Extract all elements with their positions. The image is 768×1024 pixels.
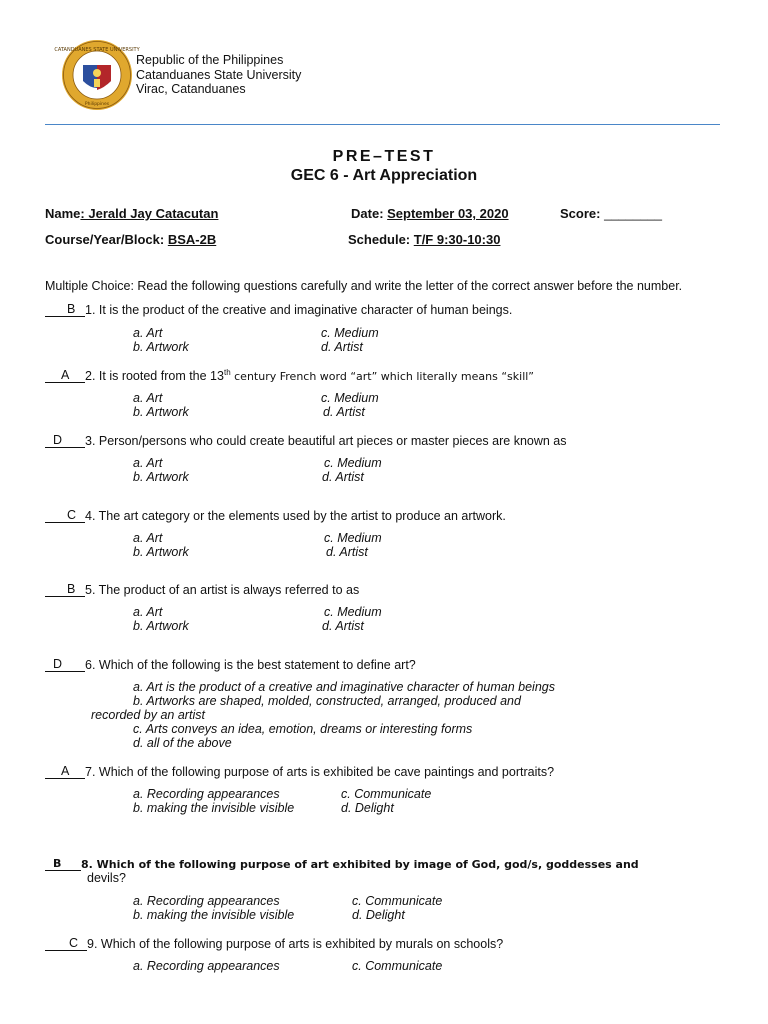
question-text: 6. Which of the following is the best statement to define art? [85,658,416,672]
course-field: Course/Year/Block: BSA-2B [45,232,217,247]
date-value: September 03, 2020 [387,206,509,221]
option-d: d. Artist [321,340,363,354]
schedule-value: T/F 9:30-10:30 [413,232,501,247]
header-divider [45,124,720,125]
option-b: b. Artwork [133,470,189,484]
option-c: c. Medium [324,531,382,545]
question-text: 5. The product of an artist is always referred to as [85,583,360,597]
option-b: b. making the invisible visible [133,801,295,815]
option-c: c. Medium [321,326,379,340]
question-7 [45,764,554,779]
score-label: Score [560,206,597,221]
question-text-cont: century French word “art” which literally means “skill” [230,370,535,384]
answer-blank [45,857,81,871]
option-c: c. Medium [324,456,382,470]
option-a: a. Art [133,456,163,470]
question-4 [45,508,506,523]
question-8-cont: devils? [87,871,126,885]
instructions: Multiple Choice: Read the following questions carefully and write the letter of the correct answer before the number. [45,279,683,293]
option-c: c. Medium [324,605,382,619]
answer-blank [45,368,85,383]
answer-letter: A [61,764,70,778]
question-6 [45,657,416,672]
question-text: 3. Person/persons who could create beautiful art pieces or master pieces are known as [85,434,567,448]
answer-letter: C [67,508,77,522]
option-a: a. Art [133,326,163,340]
option-c: c. Communicate [341,787,432,801]
option-a: a. Art [133,531,163,545]
header-line-university: Catanduanes State University [136,67,302,82]
option-d: d. Artist [326,545,368,559]
option-b: b. Artworks are shaped, molded, constructed, arranged, produced and [133,694,521,708]
question-text: 8. Which of the following purpose of art exhibited by image of God, god/s, goddesses and [81,858,639,871]
schedule-field [348,232,500,247]
header-line-republic: Republic of the Philippines [136,53,284,67]
name-label: Name [45,206,81,221]
page-title: PRE–TEST [332,148,436,165]
header-line-location: Virac, Catanduanes [136,82,246,96]
question-text: 1. It is the product of the creative and imaginative character of human beings. [85,303,513,317]
name-field [45,206,218,221]
answer-blank [45,936,87,951]
university-seal [54,39,140,111]
answer-blank [45,433,85,448]
course-label: Course/Year/Block [45,232,160,247]
seal-subtext: Philippines [84,102,110,107]
score-field: Score: ________ [560,206,662,221]
option-b: b. Artwork [133,340,189,354]
option-d: d. Delight [341,801,394,815]
answer-letter: B [67,302,76,316]
option-a: a. Art [133,605,163,619]
answer-blank [45,508,85,523]
answer-blank [45,764,85,779]
question-9 [45,936,503,951]
option-a: a. Art is the product of a creative and imaginative character of human beings [133,680,555,694]
option-b: b. Artwork [133,545,189,559]
question-text: 7. Which of the following purpose of arts is exhibited be cave paintings and portraits? [85,765,555,779]
option-a: a. Recording appearances [133,787,280,801]
question-2 [45,368,534,383]
option-d: d. Artist [322,470,364,484]
answer-blank [45,302,85,317]
answer-blank [45,582,85,597]
question-8 [45,857,639,871]
option-a: a. Art [133,391,163,405]
institution-header [136,53,301,97]
option-d: d. Delight [352,908,405,922]
option-a: a. Recording appearances [133,959,280,973]
date-label: Date [351,206,380,221]
date-field: Date: September 03, 2020 [351,206,509,221]
answer-letter: C [69,936,79,950]
question-text: 9. Which of the following purpose of arts is exhibited by murals on schools? [87,937,504,951]
option-b: b. making the invisible visible [133,908,295,922]
schedule-label: Schedule: [348,232,411,247]
option-a: a. Recording appearances [133,894,280,908]
answer-letter: B [53,857,62,870]
course-value: BSA-2B [167,232,217,247]
name-value: : Jerald Jay Catacutan [80,206,219,221]
question-1 [45,302,512,317]
answer-letter: D [53,433,63,447]
option-c: c. Arts conveys an idea, emotion, dreams or interesting forms [133,722,473,736]
option-c: c. Communicate [352,894,443,908]
question-5 [45,582,359,597]
option-c: c. Medium [321,391,379,405]
option-b-cont: recorded by an artist [91,708,205,722]
question-text: 4. The art category or the elements used by the artist to produce an artwork. [85,509,506,523]
answer-letter: A [61,368,70,383]
option-d: d. Artist [323,405,365,419]
option-b: b. Artwork [133,619,189,633]
answer-blank [45,657,85,672]
ordinal-suffix: th [223,368,231,377]
option-c: c. Communicate [352,959,443,973]
score-value: ________ [604,206,662,221]
answer-letter: B [67,582,76,596]
option-d: d. Artist [322,619,364,633]
option-d: d. all of the above [133,736,232,750]
seal-text: CATANDUANES STATE UNIVERSITY [54,47,140,53]
course-title: GEC 6 - Art Appreciation [290,167,478,184]
option-b: b. Artwork [133,405,189,419]
question-text: 2. It is rooted from the 13 [85,369,224,384]
question-3 [45,433,567,448]
answer-letter: D [53,657,63,671]
